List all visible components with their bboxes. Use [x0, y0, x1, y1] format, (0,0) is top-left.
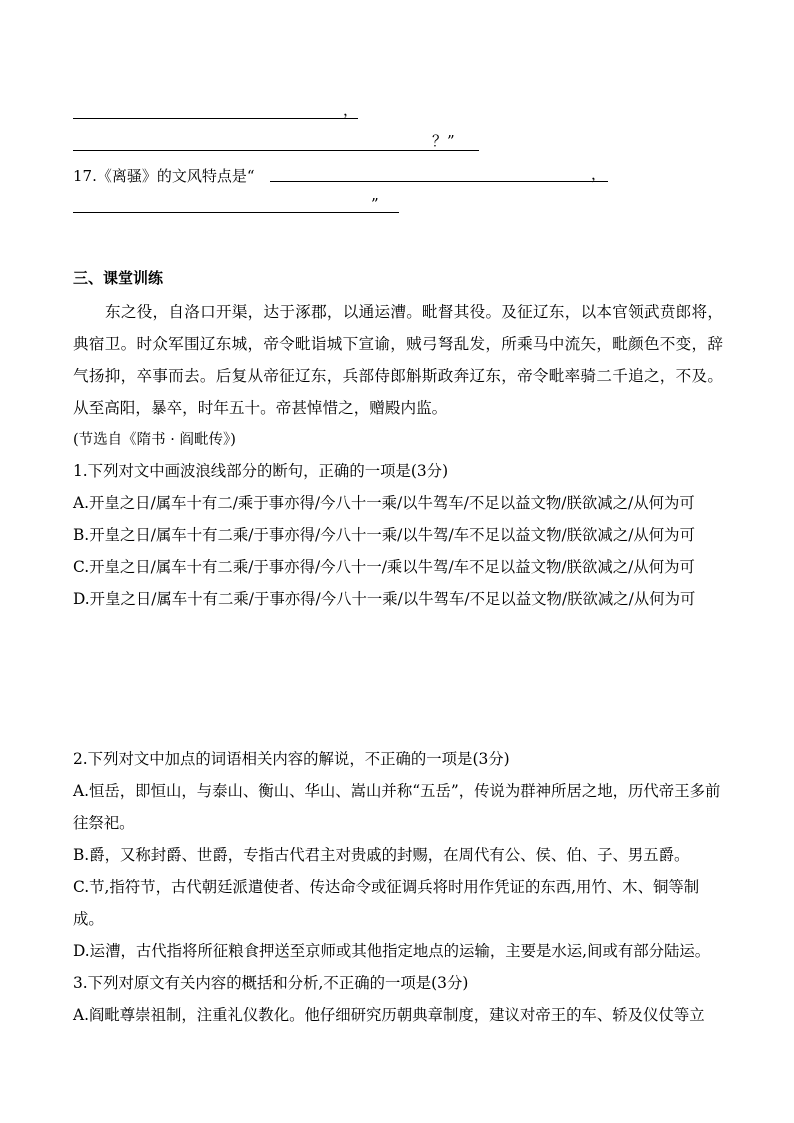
- question-2-stem: 2.下列对文中加点的词语相关内容的解说，不正确的一项是(3分): [73, 750, 510, 768]
- answer-blank-2[interactable]: [73, 150, 479, 151]
- blank-2-punct: ？”: [432, 132, 455, 150]
- question-2-option-d: D.运漕，古代指将所征粮食押送至京师或其他指定地点的运输，主要是水运,间或有部分陆运。: [73, 942, 711, 960]
- question-3: [73, 967, 723, 1031]
- question-2-option-b: B.爵，又称封爵、世爵，专指古代君主对贵戚的封赐，在周代有公、侯、伯、子、男五爵。: [73, 846, 690, 864]
- question-1: [73, 455, 723, 615]
- reading-passage: 东之役，自洛口开渠，达于涿郡，以通运漕。毗督其役。及征辽东，以本官领武贲郎将，典宿卫。时众军围辽东城，帝令毗诣城下宣谕，贼弓弩乱发，所乘马中流矢，毗颜色不变，辞气扬抑，卒事而去。后复从帝征辽东，兵部侍郎斛斯政奔辽东，帝令毗率骑二千追之，不及。从至高阳，暴卒，时年五十。帝甚悼惜之，赠殿内监。: [73, 303, 723, 417]
- question-2-option-a: A.恒岳，即恒山，与泰山、衡山、华山、嵩山并称“五岳”，传说为群神所居之地，历代帝王多前往祭祀。: [73, 782, 721, 832]
- question-1-option-c: C.开皇之日/属车十有二乘/于事亦得/今八十一/乘以牛驾/车不足以益文物/朕欲减之/从何为可: [73, 558, 695, 576]
- answer-blank-q17-a[interactable]: [270, 181, 608, 182]
- question-3-option-a: A.阎毗尊崇祖制，注重礼仪教化。他仔细研究历朝典章制度，建议对帝王的车、轿及仪仗等立: [73, 1006, 705, 1024]
- question-17-prefix: 17.《离骚》的文风特点是“: [73, 167, 255, 185]
- blank-q17-end: ”: [371, 195, 379, 213]
- question-2-option-c: C.节,指符节，古代朝廷派遣使者、传达命令或征调兵将时用作凭证的东西,用竹、木、铜等制成。: [73, 878, 700, 928]
- answer-blank-1[interactable]: [73, 118, 358, 119]
- question-1-stem: 1.下列对文中画波浪线部分的断句，正确的一项是(3分): [73, 462, 449, 480]
- section-heading: 三、课堂训练: [73, 269, 164, 287]
- question-1-option-d: D.开皇之日/属车十有二乘/于事亦得/今八十一乘/以牛驾车/不足以益文物/朕欲减之/从何为可: [73, 590, 696, 608]
- answer-blank-q17-b[interactable]: [73, 212, 399, 213]
- question-1-option-b: B.开皇之日/属车十有二乘/于事亦得/今八十一乘/以牛驾/车不足以益文物/朕欲减之/从何为可: [73, 526, 695, 544]
- passage-source: (节选自《隋书 · 阎毗传》): [73, 432, 236, 448]
- question-1-option-a: A.开皇之日/属车十有二/乘于事亦得/今八十一乘/以牛驾车/不足以益文物/朕欲减之/从何为可: [73, 494, 695, 512]
- question-2: [73, 743, 723, 967]
- question-3-stem: 3.下列对原文有关内容的概括和分析,不正确的一项是(3分): [73, 974, 469, 992]
- blank-1-punct: ，: [343, 101, 359, 119]
- blank-q17-punct: ，: [591, 165, 607, 183]
